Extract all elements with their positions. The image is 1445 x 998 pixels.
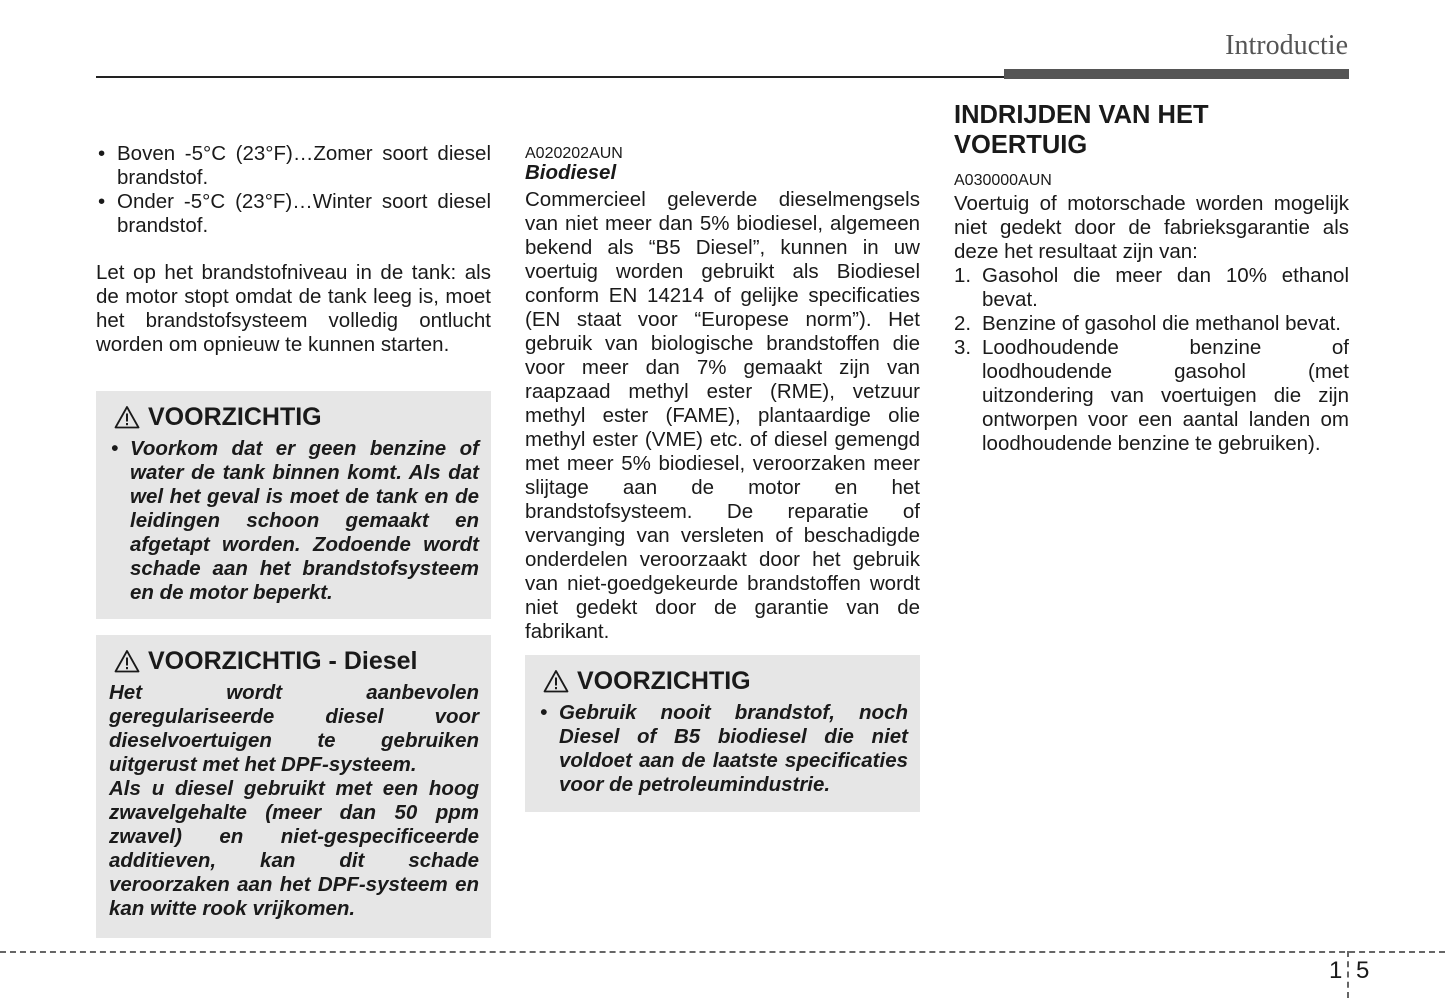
break-in-paragraph: Voertuig of motorschade worden mogelijk niet gedekt door de fabrieksgarantie als deze het resultaat zijn van: <box>954 192 1349 263</box>
section-subheading: Biodiesel <box>525 161 617 184</box>
page-number: 5 <box>1356 957 1370 984</box>
page-header-title: Introductie <box>1225 30 1348 61</box>
list-item <box>954 336 1349 456</box>
list-item: • Onder -5°C (23°F)…Winter soort diesel brandstof. <box>96 190 491 238</box>
caution-paragraph: Als u diesel gebruikt met een hoog zwavelgehalte (meer dan 50 ppm zwavel) en niet-gespecificeerde additieven, kan dit schade veroorzaken aan het DPF-systeem en kan witte rook vrijkomen. <box>109 777 479 920</box>
page-number-separator <box>1347 951 1349 998</box>
list-item <box>954 312 1349 336</box>
fuel-level-paragraph: Let op het brandstofniveau in de tank: als de motor stopt omdat de tank leeg is, moet het brandstofsysteem volledig ontlucht worden om opnieuw te kunnen starten. <box>96 261 491 356</box>
caution-title <box>114 649 417 673</box>
section-heading: INDRIJDEN VAN HET VOERTUIG <box>954 101 1209 159</box>
list-item: • Voorkom dat er geen benzine of water de tank binnen komt. Als dat wel het geval is moet de tank en de leidingen schoon gemaakt en afgetapt worden. Zodoende wordt schade aan het brandstofsysteem en de motor beperkt. <box>109 437 479 605</box>
caution-title <box>543 669 751 693</box>
section-code: A020202AUN <box>525 145 623 162</box>
caution-title-text: VOORZICHTIG - Diesel <box>148 647 418 675</box>
list-text: Benzine of gasohol die methanol bevat. <box>982 312 1342 335</box>
caution-title-text: VOORZICHTIG <box>148 403 322 431</box>
caution-box <box>525 655 920 812</box>
caution-list <box>109 437 479 605</box>
caution-list <box>538 701 908 797</box>
section-code: A030000AUN <box>954 172 1052 189</box>
list-item <box>954 264 1349 312</box>
list-text: Loodhoudende benzine of loodhoudende gasohol (met uitzondering van voertuigen die zijn ontworpen voor een aantal landen om loodhoudende benzine te gebruiken). <box>982 336 1349 455</box>
list-number: 1. <box>954 264 972 287</box>
warning-triangle-icon <box>114 649 140 673</box>
caution-title <box>114 405 322 429</box>
break-in-list <box>954 264 1349 456</box>
fuel-temperature-list <box>96 142 491 238</box>
list-number: 3. <box>954 336 972 359</box>
list-text: Gasohol die meer dan 10% ethanol bevat. <box>982 264 1349 311</box>
header-rule-accent <box>1004 69 1349 79</box>
caution-paragraph: Het wordt aanbevolen geregulariseerde diesel voor dieselvoertuigen te gebruiken uitgerust met het DPF-systeem. <box>109 681 479 776</box>
header-rule <box>96 76 1006 78</box>
chapter-number: 1 <box>1329 957 1343 984</box>
caution-diesel-box <box>96 635 491 938</box>
caution-title-text: VOORZICHTIG <box>577 667 751 695</box>
list-item: • Gebruik nooit brandstof, noch Diesel of B5 biodiesel die niet voldoet aan de laatste specificaties voor de petroleumindustrie. <box>538 701 908 797</box>
list-item: • Boven -5°C (23°F)…Zomer soort diesel brandstof. <box>96 142 491 190</box>
list-number: 2. <box>954 312 972 335</box>
warning-triangle-icon <box>114 405 140 429</box>
footer-rule <box>0 951 1445 953</box>
caution-body <box>109 681 479 921</box>
caution-box <box>96 391 491 619</box>
warning-triangle-icon <box>543 669 569 693</box>
biodiesel-paragraph: Commercieel geleverde dieselmengsels van niet meer dan 5% biodiesel, algemeen bekend als “B5 Diesel”, kunnen in uw voertuig worden gebruikt als Biodiesel conform EN 14214 of gelijke specificaties (EN staat voor “Europese norm”). Het gebruik van biologische brandstoffen die voor meer dan 7% gemaakt zijn van raapzaad methyl ester (RME), vetzuur methyl ester (FAME), plantaardige olie methyl ester (VME) etc. of diesel gemengd met meer 5% biodiesel, veroorzaken meer slijtage aan de motor en het brandstofsysteem. De reparatie of vervanging van versleten of beschadigde onderdelen veroorzaakt door het gebruik van niet-goedgekeurde brandstoffen wordt niet gedekt door de garantie van de fabrikant. <box>525 188 920 643</box>
